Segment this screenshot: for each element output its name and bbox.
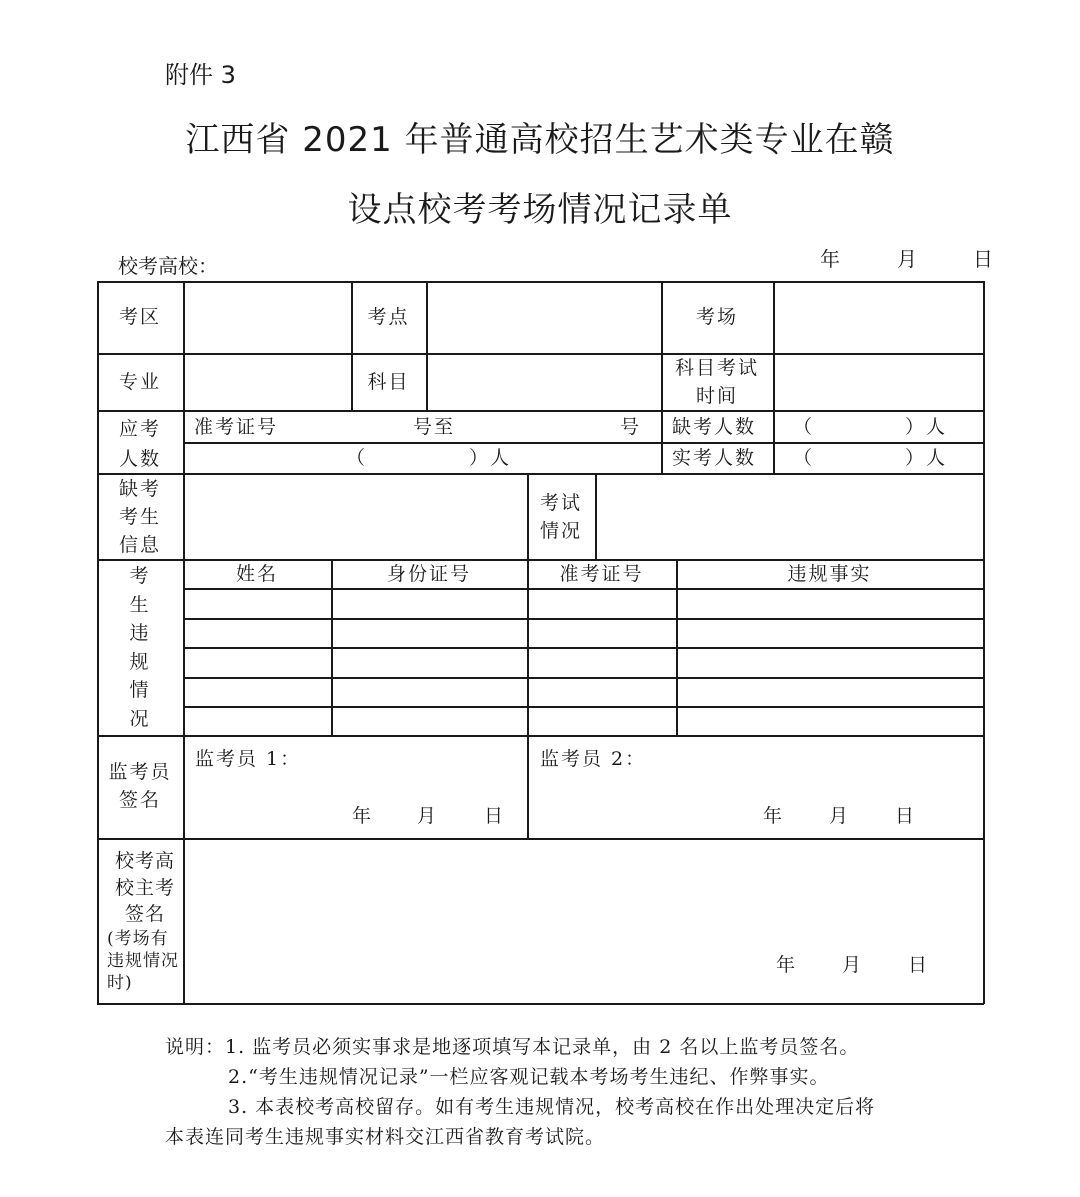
exam-site-label: 考点 [367, 306, 410, 328]
school-label: 校考高校： [118, 254, 218, 278]
date-day: 日 [973, 247, 993, 271]
title-line-1: 江西省 2021 年普通高校招生艺术类专业在赣 [185, 120, 895, 160]
total-paren-open: （ [346, 447, 368, 469]
absent-info-label: 缺考 考生 信息 [118, 478, 161, 556]
ticket-number-label: 准考证号 [194, 416, 279, 438]
date-year: 年 [820, 247, 840, 271]
title-line-2: 设点校考考场情况记录单 [347, 190, 733, 230]
invigilator-1-label: 监考员 1： [195, 748, 302, 770]
expected-count-label: 应考 人数 [118, 418, 161, 470]
chief-examiner-label: 校考高 校主考 签名 (考场有 违规情况 时) [107, 850, 179, 993]
note-line-4: 本表连同考生违规事实材料交江西省教育考试院。 [165, 1126, 606, 1148]
invigilator-2-label: 监考员 2： [540, 748, 647, 770]
actual-paren-open: （ [793, 447, 815, 469]
col-name-header: 姓名 [235, 563, 278, 585]
violation-side-label: 考 生 违 规 情 况 [129, 565, 151, 730]
absent-paren-close: ）人 [905, 416, 948, 438]
note-line-3: 3. 本表校考高校留存。如有考生违规情况，校考高校在作出处理决定后将 [228, 1096, 876, 1118]
actual-count-label: 实考人数 [672, 447, 757, 469]
exam-district-label: 考区 [118, 306, 161, 328]
note-line-2: 2.“考生违规情况记录”一栏应客观记载本考场考生违纪、作弊事实。 [228, 1066, 830, 1088]
inv2-year: 年 [763, 805, 785, 827]
absent-count-label: 缺考人数 [672, 416, 757, 438]
subject-label: 科目 [367, 371, 410, 393]
absent-paren-open: （ [793, 416, 815, 438]
col-fact-header: 违规事实 [787, 563, 872, 585]
note-line-1: 说明：1. 监考员必须实事求是地逐项填写本记录单，由 2 名以上监考员签名。 [165, 1036, 860, 1058]
inv1-day: 日 [484, 805, 506, 827]
actual-paren-close: ）人 [905, 447, 948, 469]
chief-day: 日 [908, 954, 930, 976]
ticket-end: 号 [620, 416, 642, 438]
ticket-from-to: 号至 [413, 416, 456, 438]
col-ticket-header: 准考证号 [559, 563, 644, 585]
inv2-month: 月 [829, 805, 851, 827]
chief-month: 月 [842, 954, 864, 976]
attachment-label: 附件 3 [165, 61, 236, 89]
inv1-year: 年 [352, 805, 374, 827]
date-month: 月 [897, 247, 917, 271]
col-id-header: 身份证号 [386, 563, 471, 585]
exam-room-label: 考场 [695, 306, 738, 328]
exam-time-label: 科目考试 时间 [674, 357, 759, 407]
invigilator-sign-label: 监考员 签名 [108, 761, 172, 811]
inv1-month: 月 [417, 805, 439, 827]
chief-year: 年 [776, 954, 798, 976]
total-paren-close: ）人 [469, 447, 512, 469]
major-label: 专业 [118, 371, 161, 393]
exam-situation-label: 考试 情况 [539, 492, 582, 542]
inv2-day: 日 [895, 805, 917, 827]
